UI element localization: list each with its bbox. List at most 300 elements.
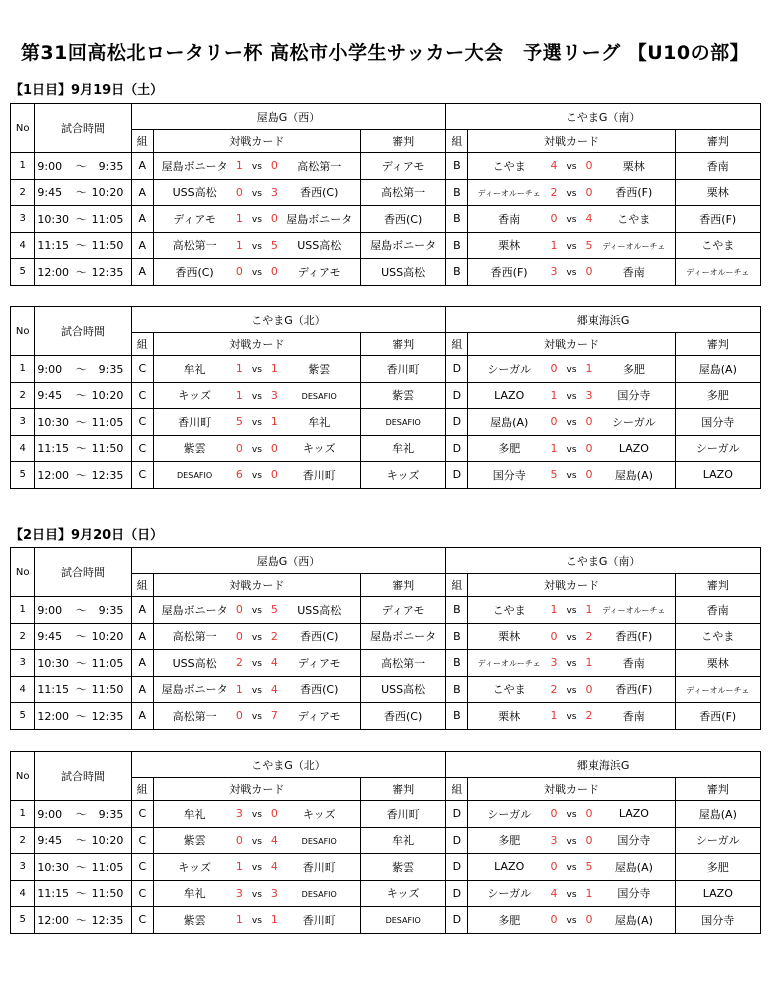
col-time-header <box>35 104 131 153</box>
vs-label: vs <box>251 188 262 199</box>
group-code <box>446 179 468 206</box>
time-sep: 〜 <box>75 159 87 173</box>
away-team <box>593 462 675 489</box>
referee <box>360 462 445 489</box>
score <box>550 356 593 383</box>
match-no-value: 3 <box>19 416 26 428</box>
vs-label: vs <box>251 471 262 482</box>
col-ref-header <box>360 574 445 597</box>
table-row <box>11 206 761 233</box>
match-no-value: 5 <box>19 710 26 722</box>
no-label: No <box>15 770 30 782</box>
vs-label: vs <box>566 863 577 874</box>
home-score: 1 <box>235 159 243 173</box>
home-team-name: 香西(F) <box>490 265 528 279</box>
home-score: 0 <box>550 629 558 643</box>
card-label: 対戦カード <box>543 579 599 592</box>
time-start: 9:45 <box>37 186 63 200</box>
match-no <box>11 676 35 703</box>
match-no-value: 4 <box>19 442 26 454</box>
home-team-name: 牟礼 <box>183 887 206 901</box>
time-sep: 〜 <box>75 468 87 482</box>
away-team-name: 香西(F) <box>615 186 653 200</box>
time-end: 10:20 <box>91 630 124 644</box>
vs-label: vs <box>251 162 262 173</box>
col-kumi-header <box>131 130 153 153</box>
away-score: 3 <box>270 185 278 199</box>
group-code <box>446 597 468 624</box>
kumi-label: 組 <box>136 579 148 592</box>
referee-name: 香西(C) <box>383 709 423 723</box>
group-name <box>446 104 761 130</box>
time-sep: 〜 <box>75 709 87 723</box>
referee <box>675 382 760 409</box>
away-team-name: 香西(F) <box>615 630 653 644</box>
score <box>235 435 278 462</box>
group-code <box>446 462 468 489</box>
home-team <box>468 854 550 881</box>
away-team <box>279 650 361 677</box>
group-code-value: B <box>453 656 461 670</box>
home-score: 3 <box>235 807 243 821</box>
away-team <box>593 206 675 233</box>
referee-name: USS高松 <box>381 265 426 279</box>
group-code <box>446 703 468 730</box>
away-score: 0 <box>270 159 278 173</box>
home-score: 0 <box>235 265 243 279</box>
away-team <box>593 435 675 462</box>
match-time <box>35 409 131 436</box>
group-code-value: D <box>452 441 462 455</box>
score <box>235 232 278 259</box>
referee-name: こやま <box>701 239 735 253</box>
away-team <box>279 435 361 462</box>
vs-label: vs <box>251 810 262 821</box>
away-team-name: 高松第一 <box>297 159 342 173</box>
time-start: 12:00 <box>37 913 70 927</box>
score <box>550 409 593 436</box>
home-score: 4 <box>550 159 558 173</box>
away-team-name: 屋島ボニータ <box>286 212 353 226</box>
group-code-value: C <box>138 441 147 455</box>
table-row <box>11 623 761 650</box>
col-kumi-header <box>131 574 153 597</box>
match-no-value: 1 <box>19 604 26 616</box>
referee <box>675 179 760 206</box>
home-team-name: 国分寺 <box>492 468 526 482</box>
match-no <box>11 880 35 907</box>
referee <box>675 435 760 462</box>
ref-label: 審判 <box>706 783 729 796</box>
group-code-value: D <box>452 388 462 402</box>
group-code <box>131 703 153 730</box>
group-code <box>131 259 153 286</box>
away-team <box>593 854 675 881</box>
referee-name: シーガル <box>695 442 740 456</box>
time-sep: 〜 <box>75 683 87 697</box>
score <box>235 623 278 650</box>
home-team-name: 高松第一 <box>172 709 217 723</box>
home-team <box>153 623 235 650</box>
score <box>235 827 278 854</box>
group-label: 郷東海浜G <box>576 758 630 772</box>
no-label: No <box>15 325 30 337</box>
col-no-header <box>11 752 35 801</box>
group-code-value: C <box>138 468 147 482</box>
kumi-label: 組 <box>451 338 463 351</box>
home-team <box>468 597 550 624</box>
table-row <box>11 801 761 828</box>
home-score: 0 <box>550 212 558 226</box>
time-end: 12:35 <box>91 709 124 723</box>
away-team <box>593 827 675 854</box>
home-team <box>468 623 550 650</box>
away-team <box>279 462 361 489</box>
card-label: 対戦カード <box>229 783 285 796</box>
vs-label: vs <box>251 916 262 927</box>
vs-label: vs <box>251 712 262 723</box>
referee-name: こやま <box>701 630 735 644</box>
away-score: 0 <box>585 833 593 847</box>
home-team-name: LAZO <box>494 860 525 874</box>
group-code-value: C <box>138 886 147 900</box>
match-no-value: 3 <box>19 861 26 873</box>
referee <box>675 703 760 730</box>
group-name <box>446 548 761 574</box>
referee-name: 香川町 <box>386 807 420 821</box>
match-no <box>11 597 35 624</box>
score <box>550 801 593 828</box>
home-team-name: 多肥 <box>498 442 521 456</box>
away-score: 4 <box>585 212 593 226</box>
match-no <box>11 435 35 462</box>
time-end: 11:05 <box>91 212 124 226</box>
away-score: 0 <box>585 159 593 173</box>
time-sep: 〜 <box>75 389 87 403</box>
no-label: No <box>15 566 30 578</box>
home-team <box>153 382 235 409</box>
time-end: 10:20 <box>91 186 124 200</box>
vs-label: vs <box>566 632 577 643</box>
referee <box>360 153 445 180</box>
time-end: 10:20 <box>91 834 124 848</box>
away-score: 7 <box>270 709 278 723</box>
group-code-value: B <box>453 159 461 173</box>
referee-name: 香南 <box>706 603 729 617</box>
group-code <box>131 801 153 828</box>
referee-name: 高松第一 <box>381 186 426 200</box>
referee <box>360 801 445 828</box>
referee <box>360 232 445 259</box>
group-code <box>131 382 153 409</box>
referee <box>675 597 760 624</box>
away-team-name: 香西(F) <box>615 683 653 697</box>
match-no-value: 2 <box>19 834 26 846</box>
away-team <box>593 801 675 828</box>
time-label: 試合時間 <box>61 122 106 135</box>
away-team-name: シーガル <box>611 415 656 429</box>
away-score: 4 <box>270 860 278 874</box>
score <box>235 650 278 677</box>
group-code <box>446 206 468 233</box>
group-code <box>446 356 468 383</box>
group-label: こやまG（南） <box>565 554 641 568</box>
away-score: 5 <box>270 603 278 617</box>
col-kumi-header <box>131 333 153 356</box>
home-score: 1 <box>235 682 243 696</box>
group-name <box>131 752 446 778</box>
group-code-value: C <box>138 860 147 874</box>
match-no <box>11 356 35 383</box>
group-code-value: A <box>138 238 147 252</box>
group-code <box>131 676 153 703</box>
away-team <box>593 356 675 383</box>
time-end: 11:05 <box>91 860 124 874</box>
time-sep: 〜 <box>75 630 87 644</box>
referee <box>360 880 445 907</box>
referee <box>675 907 760 934</box>
referee-name: 紫雲 <box>392 389 415 403</box>
home-score: 1 <box>550 238 558 252</box>
group-code-value: A <box>138 159 147 173</box>
away-score: 3 <box>270 388 278 402</box>
table-row <box>11 435 761 462</box>
match-time <box>35 232 131 259</box>
time-start: 9:45 <box>37 389 63 403</box>
referee-name: 牟礼 <box>392 834 415 848</box>
home-team-name: 香川町 <box>178 415 212 429</box>
away-score: 1 <box>585 886 593 900</box>
vs-label: vs <box>251 659 262 670</box>
referee-name: 香川町 <box>386 362 420 376</box>
referee <box>360 623 445 650</box>
home-team-name: こやま <box>492 683 526 697</box>
group-code-value: B <box>453 629 461 643</box>
score <box>550 880 593 907</box>
table-row <box>11 356 761 383</box>
vs-label: vs <box>251 685 262 696</box>
time-start: 9:00 <box>37 807 63 821</box>
vs-label: vs <box>566 659 577 670</box>
away-team <box>279 623 361 650</box>
away-team <box>593 907 675 934</box>
home-score: 1 <box>235 913 243 927</box>
col-ref-header <box>360 333 445 356</box>
away-team <box>593 153 675 180</box>
away-team-name: DESAFIO <box>301 836 337 846</box>
referee <box>360 382 445 409</box>
referee-name: 国分寺 <box>701 415 735 429</box>
group-code <box>131 232 153 259</box>
match-no <box>11 827 35 854</box>
referee-name: 高松第一 <box>381 656 426 670</box>
group-code-value: C <box>138 913 147 927</box>
match-no-value: 4 <box>19 239 26 251</box>
group-name <box>446 307 761 333</box>
away-team <box>593 259 675 286</box>
time-end: 11:05 <box>91 415 124 429</box>
group-code <box>131 907 153 934</box>
away-team <box>279 801 361 828</box>
home-team <box>153 880 235 907</box>
home-team <box>153 179 235 206</box>
away-score: 0 <box>270 441 278 455</box>
table-row <box>11 597 761 624</box>
time-end: 10:20 <box>91 389 124 403</box>
referee-name: 香南 <box>706 159 729 173</box>
referee <box>675 259 760 286</box>
col-kumi-header <box>446 130 468 153</box>
vs-label: vs <box>566 836 577 847</box>
home-team-name: 多肥 <box>498 834 521 848</box>
match-no <box>11 703 35 730</box>
time-end: 11:50 <box>91 683 124 697</box>
away-team-name: ディアモ <box>297 656 341 670</box>
away-team-name: 紫雲 <box>308 362 331 376</box>
col-card-header <box>153 574 360 597</box>
time-sep: 〜 <box>75 442 87 456</box>
away-team-name: キッズ <box>302 442 336 456</box>
kumi-label: 組 <box>451 783 463 796</box>
group-code-value: A <box>138 265 147 279</box>
group-code-value: D <box>452 913 462 927</box>
page-title: 第31回高松北ロータリー杯 高松市小学生サッカー大会 予選リーグ 【U10の部】 <box>20 42 750 64</box>
home-score: 5 <box>550 468 558 482</box>
kumi-label: 組 <box>136 783 148 796</box>
home-team-name: 香西(C) <box>175 265 214 279</box>
home-score: 0 <box>550 807 558 821</box>
score <box>550 382 593 409</box>
group-code <box>131 206 153 233</box>
home-score: 2 <box>550 185 558 199</box>
score <box>235 703 278 730</box>
vs-label: vs <box>566 889 577 900</box>
col-card-header <box>468 130 675 153</box>
group-code-value: D <box>452 833 462 847</box>
home-score: 3 <box>550 265 558 279</box>
referee <box>360 409 445 436</box>
home-team <box>153 462 235 489</box>
vs-label: vs <box>566 444 577 455</box>
group-code-value: A <box>138 682 147 696</box>
home-team <box>468 827 550 854</box>
away-team-name: こやま <box>617 212 651 226</box>
group-label: こやまG（北） <box>251 313 326 327</box>
referee <box>360 827 445 854</box>
away-score: 0 <box>585 415 593 429</box>
home-team <box>468 232 550 259</box>
away-team <box>279 356 361 383</box>
referee-name: 香西(C) <box>383 212 423 226</box>
match-time <box>35 382 131 409</box>
score <box>235 409 278 436</box>
away-team-name: 国分寺 <box>617 887 651 901</box>
time-start: 12:00 <box>37 265 70 279</box>
home-team-name: シーガル <box>487 887 532 901</box>
away-score: 0 <box>585 441 593 455</box>
away-team <box>593 676 675 703</box>
referee-name: LAZO <box>702 886 733 900</box>
time-start: 12:00 <box>37 709 70 723</box>
home-team-name: 栗林 <box>498 709 521 723</box>
match-no-value: 4 <box>19 887 26 899</box>
score <box>550 676 593 703</box>
home-team-name: 牟礼 <box>183 807 206 821</box>
vs-label: vs <box>251 215 262 226</box>
group-code <box>446 382 468 409</box>
score <box>235 676 278 703</box>
col-card-header <box>468 574 675 597</box>
score <box>550 703 593 730</box>
score <box>235 206 278 233</box>
group-code <box>131 827 153 854</box>
match-no <box>11 409 35 436</box>
referee <box>360 907 445 934</box>
referee-name: ディーオルーチェ <box>686 268 750 278</box>
group-code-value: B <box>453 185 461 199</box>
match-time <box>35 462 131 489</box>
match-no-value: 4 <box>19 683 26 695</box>
match-time <box>35 880 131 907</box>
home-team <box>468 462 550 489</box>
group-code-value: D <box>452 362 462 376</box>
table-row <box>11 259 761 286</box>
referee <box>360 854 445 881</box>
home-score: 1 <box>235 388 243 402</box>
schedule-table <box>10 306 761 489</box>
home-team-name: ディーオルーチェ <box>477 659 541 669</box>
time-end: 11:50 <box>91 239 124 253</box>
group-name <box>446 752 761 778</box>
home-score: 1 <box>235 860 243 874</box>
away-score: 3 <box>270 886 278 900</box>
vs-label: vs <box>251 632 262 643</box>
kumi-label: 組 <box>136 135 148 148</box>
home-score: 3 <box>235 886 243 900</box>
home-team-name: こやま <box>492 603 526 617</box>
home-team-name: 紫雲 <box>183 834 206 848</box>
away-team-name: 香南 <box>622 656 645 670</box>
group-code-value: B <box>453 709 461 723</box>
time-sep: 〜 <box>75 239 87 253</box>
no-label: No <box>15 122 30 134</box>
away-team <box>593 179 675 206</box>
home-team-name: 屋島(A) <box>490 415 529 429</box>
match-no <box>11 382 35 409</box>
away-score: 3 <box>585 388 593 402</box>
home-team-name: 屋島ボニータ <box>161 683 228 697</box>
referee-name: キッズ <box>386 887 420 901</box>
referee <box>360 703 445 730</box>
time-start: 11:15 <box>37 887 70 901</box>
vs-label: vs <box>251 418 262 429</box>
time-sep: 〜 <box>75 807 87 821</box>
match-time <box>35 356 131 383</box>
group-code <box>131 854 153 881</box>
home-team <box>153 827 235 854</box>
away-team <box>279 676 361 703</box>
home-team-name: 屋島ボニータ <box>161 603 228 617</box>
referee-name: DESAFIO <box>385 418 421 428</box>
time-sep: 〜 <box>75 415 87 429</box>
ref-label: 審判 <box>706 579 729 592</box>
away-score: 5 <box>585 238 593 252</box>
referee-name: 屋島ボニータ <box>370 630 437 644</box>
referee-name: LAZO <box>702 468 733 482</box>
group-code <box>446 827 468 854</box>
away-score: 0 <box>270 212 278 226</box>
col-ref-header <box>675 778 760 801</box>
